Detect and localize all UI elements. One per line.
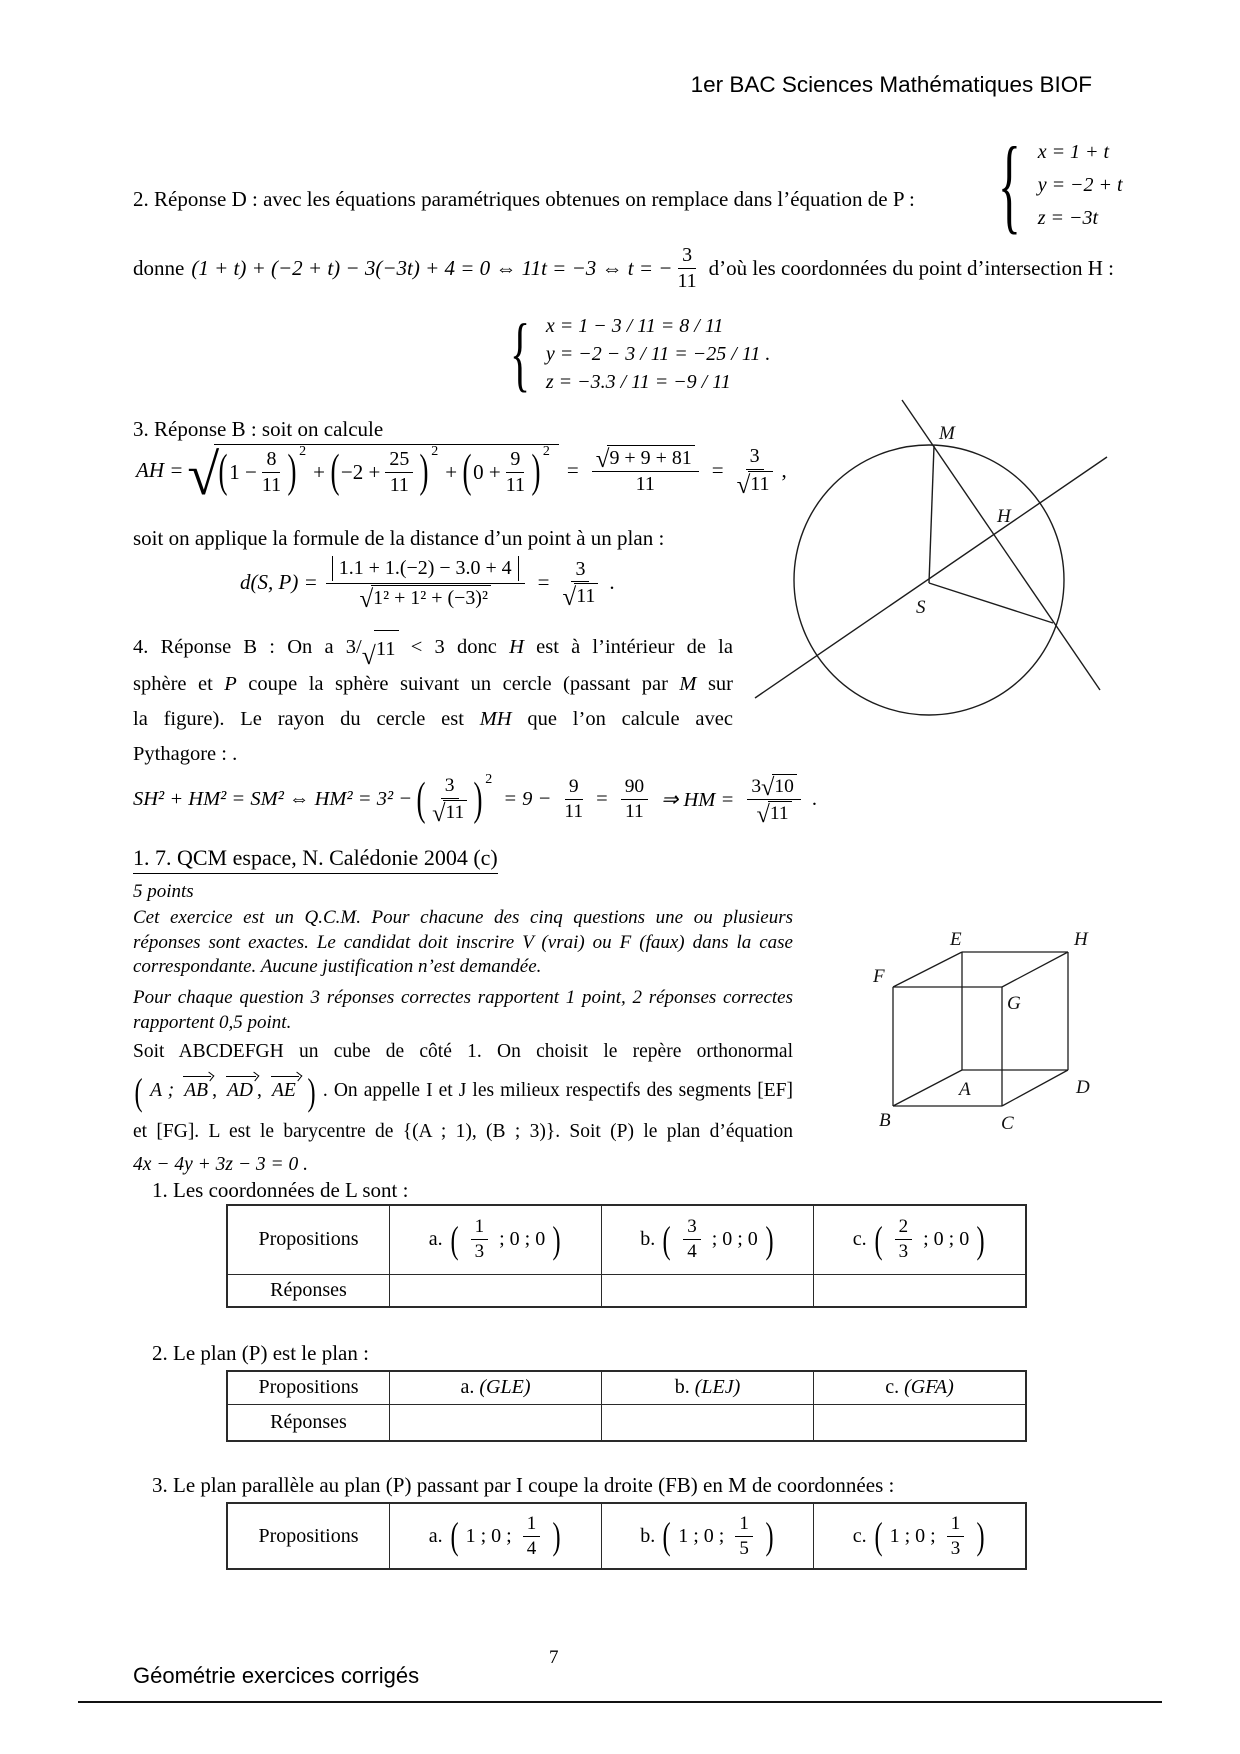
q2-answer-cell-c bbox=[814, 1404, 1027, 1441]
donne-line bbox=[133, 244, 1114, 293]
q1-option-a-cell: a. ( $\frac{1}{3}$ ; 0 ; 0 ) bbox=[390, 1205, 602, 1274]
label-g: G bbox=[1007, 993, 1021, 1014]
question3-label: 3. Le plan parallèle au plan (P) passant par I coupe la droite (FB) en M de coordonnées : bbox=[152, 1473, 895, 1497]
propositions-header-cell: Propositions bbox=[227, 1503, 390, 1569]
question3-table bbox=[226, 1502, 1027, 1570]
section-heading-wrap bbox=[133, 845, 498, 874]
q3-option-a-cell: a. ( 1 ; 0 ; $\frac{1}{4}$ ) bbox=[390, 1503, 602, 1569]
equation-z: z = −3t bbox=[1037, 207, 1099, 229]
label-a: A bbox=[959, 1079, 971, 1100]
ah-formula: AH = √ ( 1 − $\frac{8}{11}$ ) 2 + ( −2 + $\frac{25}{11}$ ) 2 + ( 0 + $\frac{9}{11}$ ) 2 = √ 9 + 9 + 81 11 = 3 √ 11 , bbox=[136, 441, 787, 507]
q3-option-b-cell: b. ( 1 ; 0 ; $\frac{1}{5}$ ) bbox=[602, 1503, 814, 1569]
q1-option-c-cell: c. ( $\frac{2}{3}$ ; 0 ; 0 ) bbox=[814, 1205, 1027, 1274]
vector-ab: AB bbox=[184, 1080, 209, 1101]
q2-option-c-cell: c. (GFA) bbox=[814, 1371, 1027, 1404]
question2-label: 2. Le plan (P) est le plan : bbox=[152, 1341, 369, 1365]
q2-option-a-cell: a. (GLE) bbox=[390, 1371, 602, 1404]
donne-post: d’où les coordonnées du point d’intersection H : bbox=[708, 255, 1114, 280]
distance-formula: d(S, P) = 1.1 + 1.(−2) − 3.0 + 4 √ 1² + 1² + (−3)² = 3 √ 11 . bbox=[240, 557, 615, 613]
label-d: D bbox=[1076, 1077, 1090, 1098]
scoring-statement bbox=[133, 986, 793, 1035]
statement-line: Cet exercice est un Q.C.M. Pour chacune des cinq questions une ou plusieurs bbox=[133, 907, 793, 928]
edge-hg bbox=[1002, 952, 1068, 987]
propositions-header-cell: Propositions bbox=[227, 1371, 390, 1404]
exercise-statement bbox=[133, 906, 793, 980]
edge-ab bbox=[893, 1070, 962, 1106]
vector-ad: AD bbox=[227, 1080, 254, 1101]
label-f: F bbox=[873, 966, 885, 987]
pythagore-formula: SH² + HM² = SM² ⇔ HM² = 3² − ( 3 √ 11 ) 2 = 9 − $\frac{9}{11}$ = $\frac{90}{11}$ ⇒ HM = 3 √ 10 √ 11 . bbox=[133, 771, 817, 829]
sphere-circle-figure bbox=[650, 395, 1130, 765]
cube-setup bbox=[133, 1036, 793, 1180]
vector-ae: AE bbox=[271, 1080, 296, 1101]
edge-ef bbox=[893, 952, 962, 987]
answer3-text: 3. Réponse B : soit on calcule bbox=[133, 417, 384, 441]
page-header-title: 1er BAC Sciences Mathématiques BIOF bbox=[690, 72, 1092, 97]
q2-answer-cell-b bbox=[602, 1404, 814, 1441]
fraction-3-sqrt11: 3 √ 11 bbox=[737, 445, 773, 496]
segment-sp bbox=[929, 583, 1053, 623]
segment-ms bbox=[929, 446, 934, 583]
section-heading: 1. 7. QCM espace, N. Calédonie 2004 (c) bbox=[133, 845, 498, 874]
q2-option-b-cell: b. (LEJ) bbox=[602, 1371, 814, 1404]
parametric-system: { x = 1 + t y = −2 + t z = −3t bbox=[998, 125, 1123, 244]
propositions-header-cell: Propositions bbox=[227, 1205, 390, 1274]
answer4-paragraph bbox=[133, 630, 733, 772]
q1-answer-cell-c bbox=[814, 1274, 1027, 1307]
q1-option-b-cell: b. ( $\frac{3}{4}$ ; 0 ; 0 ) bbox=[602, 1205, 814, 1274]
fraction-3sqrt10-sqrt11: 3 √ 10 √ 11 bbox=[747, 774, 801, 826]
setup-repere-line: ( A ; AB , AD , AE ) . On appelle I et J les milieux respectifs des segments [EF] bbox=[134, 1070, 793, 1113]
equation-y: y = −2 + t bbox=[1037, 174, 1123, 196]
q1-answer-cell-b bbox=[602, 1274, 814, 1307]
label-h: H bbox=[1074, 929, 1088, 950]
answer4-line4: Pythagore : . bbox=[133, 743, 238, 765]
secant-line bbox=[902, 400, 1100, 690]
setup-line3: et [FG]. L est le barycentre de {(A ; 1), (B ; 3)}. Soit (P) le plan d’équation bbox=[133, 1121, 793, 1142]
plane-line bbox=[755, 457, 1107, 698]
statement-line: Pour chaque question 3 réponses correctes rapportent 1 point, 2 réponses correctes bbox=[133, 987, 793, 1008]
label-b: B bbox=[879, 1110, 891, 1131]
label-e: E bbox=[950, 929, 962, 950]
edge-dc bbox=[1002, 1070, 1068, 1106]
answer4-line1: 4. Réponse B : On a 3/ √ 11 < 3 donc H est à l’intérieur de la bbox=[133, 630, 733, 667]
dsp-lhs: d(S, P) = bbox=[240, 570, 318, 595]
fraction-3-sqrt11: 3 √ 11 bbox=[563, 558, 599, 609]
inline-sqrt: √ 11 bbox=[362, 630, 399, 667]
dsp-fraction: 1.1 + 1.(−2) − 3.0 + 4 √ 1² + 1² + (−3)² bbox=[326, 556, 525, 610]
responses-header-cell: Réponses bbox=[227, 1404, 390, 1441]
coord-x: x = 1 − 3 / 11 = 8 / 11 bbox=[545, 315, 724, 337]
q2-answer-cell-a bbox=[390, 1404, 602, 1441]
intersection-system: { x = 1 − 3 / 11 = 8 / 11 y = −2 − 3 / 11 = −25 / 11 . z = −3.3 / 11 = −9 / 11 bbox=[510, 306, 771, 401]
responses-header-cell: Réponses bbox=[227, 1274, 390, 1307]
fraction-3-11: $\frac{3}{11}$ bbox=[677, 244, 697, 292]
question1-label: 1. Les coordonnées de L sont : bbox=[152, 1178, 409, 1202]
cube-figure bbox=[860, 925, 1105, 1137]
ah-lhs: AH = bbox=[136, 457, 184, 482]
donne-word: donne bbox=[133, 255, 185, 280]
label-h: H bbox=[997, 506, 1011, 527]
coord-z: z = −3.3 / 11 = −9 / 11 bbox=[545, 371, 731, 393]
footer-title: Géométrie exercices corrigés bbox=[133, 1663, 420, 1688]
page-number: 7 bbox=[549, 1647, 559, 1668]
sqrt-radical: √ ( 1 − $\frac{8}{11}$ ) 2 + ( −2 + $\frac{25}{11}$ ) 2 + ( 0 + $\frac{9}{11}$ ) 2 bbox=[187, 444, 559, 497]
answer4-line2: sphère et P coupe la sphère suivant un cercle (passant par M sur bbox=[133, 673, 734, 695]
parametric-system-lines bbox=[1038, 136, 1123, 235]
equation-x: x = 1 + t bbox=[1037, 141, 1110, 163]
statement-line: réponses sont exactes. Le candidat doit inscrire V (vrai) ou F (faux) dans la case bbox=[133, 931, 793, 953]
statement-line: correspondante. Aucune justification n’est demandée. bbox=[133, 956, 542, 978]
label-c: C bbox=[1001, 1113, 1014, 1134]
setup-line1: Soit ABCDEFGH un cube de côté 1. On choisit le repère orthonormal bbox=[133, 1041, 793, 1062]
points-label: 5 points bbox=[133, 881, 194, 902]
coord-y: y = −2 − 3 / 11 = −25 / 11 . bbox=[545, 343, 771, 365]
q3-option-c-cell: c. ( 1 ; 0 ; $\frac{1}{3}$ ) bbox=[814, 1503, 1027, 1569]
distance-intro-text: soit on applique la formule de la distance d’un point à un plan : bbox=[133, 526, 665, 550]
answer2-text: 2. Réponse D : avec les équations paramétriques obtenues on remplace dans l’équation de P : bbox=[133, 187, 915, 211]
setup-line4: 4x − 4y + 3z − 3 = 0 . bbox=[133, 1154, 309, 1175]
statement-line: rapportent 0,5 point. bbox=[133, 1011, 292, 1033]
question1-table bbox=[226, 1204, 1027, 1308]
fraction-3-sqrt11: 3 √ 11 bbox=[432, 775, 467, 825]
donne-equation: (1 + t) + (−2 + t) − 3(−3t) + 4 = 0 ⇔ 11t = −3 ⇔ t = − bbox=[191, 255, 673, 280]
label-m: M bbox=[939, 423, 955, 444]
question2-table bbox=[226, 1370, 1027, 1442]
footer-rule bbox=[78, 1701, 1162, 1703]
q1-answer-cell-a bbox=[390, 1274, 602, 1307]
fraction-sqrt99-11: √ 9 + 9 + 81 11 bbox=[592, 445, 699, 496]
label-s: S bbox=[916, 597, 926, 618]
answer4-line3: la figure). Le rayon du cercle est MH que l’on calcule avec bbox=[133, 708, 733, 730]
